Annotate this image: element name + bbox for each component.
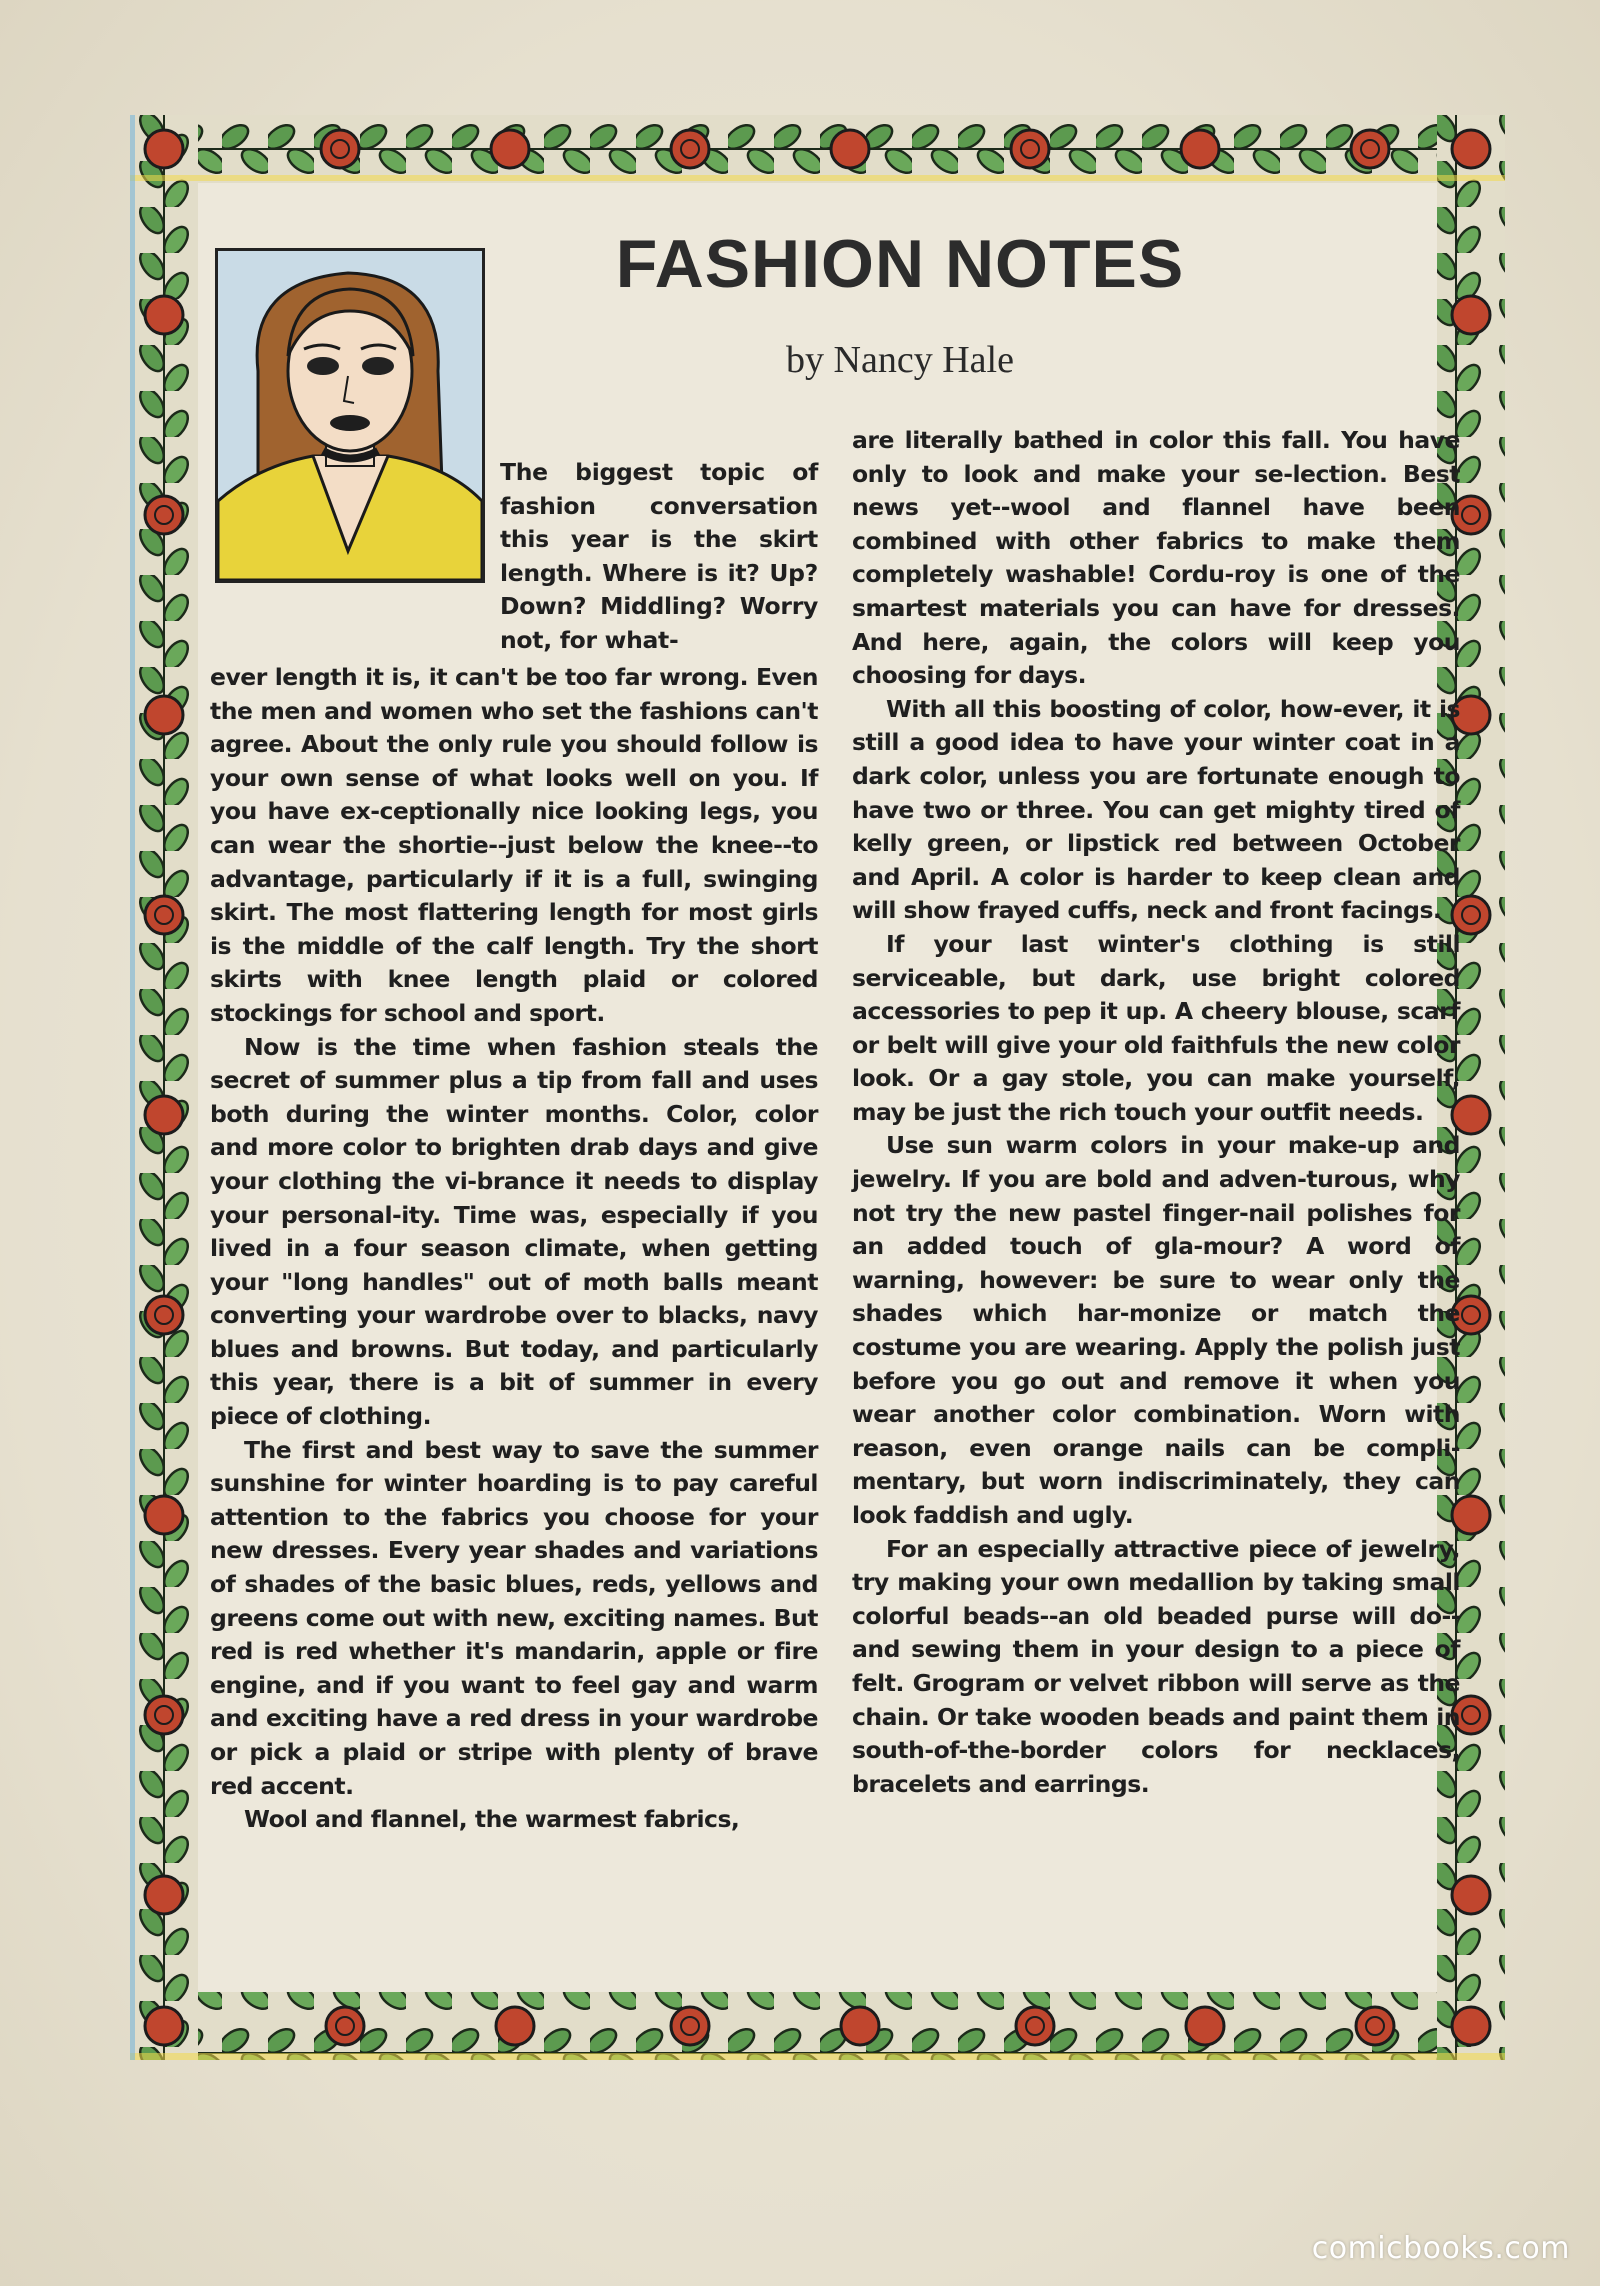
- woman-portrait-illustration: [215, 248, 485, 583]
- paragraph: If your last winter's clothing is still serviceable, but dark, use bright colored accessories to pep it up. A cheery blouse, scarf or belt will give your old faithfuls the new color look. Or a gay stole, you can make yourself, may be just the rich touch your outfit needs.: [852, 929, 1460, 1126]
- article-left-column: [210, 661, 818, 1837]
- site-watermark: comicbooks.com: [1311, 2231, 1570, 2266]
- paragraph: With all this boosting of color, how-ever, it is still a good idea to have your winter coat in a dark color, unless you are fortunate enough to have two or three. You can get mighty tired of kelly green, or lipstick red between October and April. A color is harder to keep clean and will show frayed cuffs, neck and front facings.: [852, 694, 1460, 925]
- paragraph: ever length it is, it can't be too far wrong. Even the men and women who set the fashions can't agree. About the only rule you should follow is your own sense of what looks well on you. If you have ex-ceptionally nice looking legs, you can wear the shortie--just below the knee--to advantage, particularly if it is a full, swinging skirt. The most flattering length for most girls is the middle of the calf length. Try the short skirts with knee length plaid or colored stockings for school and sport.: [210, 663, 818, 1027]
- article-intro-beside-portrait: [500, 456, 818, 658]
- paragraph: Now is the time when fashion steals the secret of summer plus a tip from fall and uses both during the winter months. Color, color and more color to brighten drab days and give your clothing the vi-brance it needs to display your personal-ity. Time was, especially if you lived in a four season climate, when getting your "long handles" out of moth balls meant converting your wardrobe over to blacks, navy blues and browns. But today, and particularly this year, there is a bit of summer in every piece of clothing.: [210, 1032, 818, 1431]
- paragraph: Wool and flannel, the warmest fabrics,: [244, 1805, 740, 1834]
- paragraph: Use sun warm colors in your make-up and jewelry. If you are bold and adven-turous, why not try the new pastel finger-nail polishes for an added touch of gla-mour? A word of warning, however: be sure to wear only the shades which har-monize or match the costume you are wearing. Apply the polish just before you go out and remove it when you wear another color combination. Worn with reason, even orange nails can be compli-mentary, but worn indiscriminately, they can look faddish and ugly.: [852, 1131, 1460, 1529]
- intro-paragraph: The biggest topic of fashion conversation this year is the skirt length. Where is it? Up? Down? Middling? Worry not, for what-: [500, 458, 818, 654]
- article-byline: by Nancy Hale: [786, 339, 1014, 381]
- paragraph: For an especially attractive piece of jewelry, try making your own medallion by taking small colorful beads--an old beaded purse will do--and sewing them in your design to a piece of felt. Grogram or velvet ribbon will serve as the chain. Or take wooden beads and paint them in south-of-the-border colors for necklaces, bracelets and earrings.: [852, 1534, 1460, 1798]
- article-right-column: [852, 424, 1460, 1801]
- article-title: FASHION NOTES: [615, 226, 1185, 302]
- paragraph: The first and best way to save the summer sunshine for winter hoarding is to pay careful attention to the fabrics you choose for your new dresses. Every year shades and variations of shades of the basic blues, reds, yellows and greens come out with new, exciting names. But red is red whether it's mandarin, apple or fire engine, and if you want to feel gay and warm and exciting have a red dress in your wardrobe or pick a plaid or stripe with plenty of brave red accent.: [210, 1435, 818, 1800]
- paragraph: are literally bathed in color this fall. You have only to look and make your se-lection. Best news yet--wool and flannel have been combined with other fabrics to make them completely washable! Cordu-roy is one of the smartest materials you can have for dresses. And here, again, the colors will keep you choosing for days.: [852, 426, 1460, 690]
